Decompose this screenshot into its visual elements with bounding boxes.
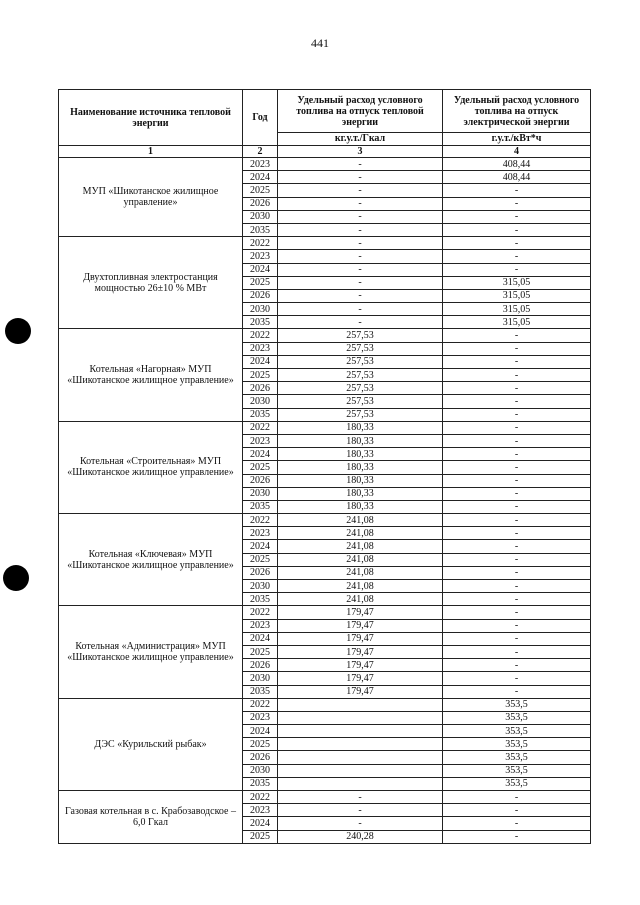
source-name-cell: МУП «Шикотанское жилищное управление» — [59, 158, 243, 237]
year-cell: 2023 — [243, 711, 278, 724]
year-cell: 2024 — [243, 540, 278, 553]
elec-rate-cell: - — [443, 184, 591, 197]
elec-rate-cell: - — [443, 659, 591, 672]
elec-rate-cell: - — [443, 804, 591, 817]
heat-rate-cell: - — [278, 791, 443, 804]
heat-rate-cell: - — [278, 276, 443, 289]
header-source: Наименование источника тепловой энергии — [59, 90, 243, 146]
heat-rate-cell: 257,53 — [278, 382, 443, 395]
header-elec — [443, 90, 591, 146]
year-cell: 2030 — [243, 580, 278, 593]
heat-rate-cell: 257,53 — [278, 369, 443, 382]
heat-rate-cell — [278, 725, 443, 738]
heat-rate-cell: 180,33 — [278, 474, 443, 487]
heat-rate-cell: - — [278, 804, 443, 817]
elec-rate-cell: - — [443, 369, 591, 382]
table-row — [59, 698, 591, 711]
elec-rate-cell: - — [443, 514, 591, 527]
heat-rate-cell: - — [278, 237, 443, 250]
heat-rate-cell: 241,08 — [278, 553, 443, 566]
page-number: 441 — [311, 36, 329, 50]
elec-rate-cell: 353,5 — [443, 777, 591, 790]
column-number-2: 2 — [243, 146, 278, 158]
source-name-cell: Газовая котельная в с. Крабозаводское – 6,0 Гкал — [59, 791, 243, 844]
header-elec-unit: г.у.т./кВт*ч — [443, 132, 590, 145]
year-cell: 2024 — [243, 171, 278, 184]
heat-rate-cell — [278, 764, 443, 777]
year-cell: 2035 — [243, 685, 278, 698]
heat-rate-cell: 257,53 — [278, 342, 443, 355]
header-year: Год — [243, 90, 278, 146]
punch-hole-upper — [5, 318, 31, 344]
year-cell: 2023 — [243, 342, 278, 355]
elec-rate-cell: 353,5 — [443, 738, 591, 751]
heat-rate-cell: 241,08 — [278, 514, 443, 527]
year-cell: 2030 — [243, 395, 278, 408]
heat-rate-cell — [278, 698, 443, 711]
elec-rate-cell: - — [443, 263, 591, 276]
heat-rate-cell: - — [278, 223, 443, 236]
elec-rate-cell: 353,5 — [443, 751, 591, 764]
year-cell: 2030 — [243, 303, 278, 316]
heat-rate-cell: 179,47 — [278, 685, 443, 698]
heat-rate-cell: - — [278, 197, 443, 210]
elec-rate-cell: - — [443, 461, 591, 474]
elec-rate-cell: 353,5 — [443, 711, 591, 724]
year-cell: 2022 — [243, 514, 278, 527]
year-cell: 2022 — [243, 421, 278, 434]
elec-rate-cell: 353,5 — [443, 698, 591, 711]
elec-rate-cell: - — [443, 632, 591, 645]
elec-rate-cell: - — [443, 421, 591, 434]
source-name-cell: Котельная «Администрация» МУП «Шикотанское жилищное управление» — [59, 606, 243, 698]
year-cell: 2023 — [243, 158, 278, 171]
year-cell: 2035 — [243, 593, 278, 606]
elec-rate-cell: - — [443, 527, 591, 540]
source-name-cell: Двухтопливная электростанция мощностью 26±10 % МВт — [59, 237, 243, 329]
heat-rate-cell: 257,53 — [278, 408, 443, 421]
header-heat-title: Удельный расход условного топлива на отпуск тепловой энергии — [296, 94, 424, 128]
elec-rate-cell: 353,5 — [443, 725, 591, 738]
year-cell: 2025 — [243, 553, 278, 566]
year-cell: 2035 — [243, 500, 278, 513]
year-cell: 2035 — [243, 223, 278, 236]
heat-rate-cell: 241,08 — [278, 527, 443, 540]
year-cell: 2025 — [243, 645, 278, 658]
year-cell: 2026 — [243, 659, 278, 672]
year-cell: 2024 — [243, 817, 278, 830]
heat-rate-cell: 180,33 — [278, 500, 443, 513]
heat-rate-cell: 180,33 — [278, 461, 443, 474]
elec-rate-cell: - — [443, 434, 591, 447]
table-row — [59, 237, 591, 250]
elec-rate-cell: - — [443, 237, 591, 250]
header-heat-unit: кг.у.т./Гкал — [278, 132, 442, 145]
year-cell: 2030 — [243, 672, 278, 685]
year-cell: 2024 — [243, 632, 278, 645]
year-cell: 2035 — [243, 777, 278, 790]
year-cell: 2024 — [243, 355, 278, 368]
elec-rate-cell: - — [443, 474, 591, 487]
table-row — [59, 606, 591, 619]
elec-rate-cell: - — [443, 197, 591, 210]
elec-rate-cell: - — [443, 487, 591, 500]
heat-rate-cell: - — [278, 316, 443, 329]
elec-rate-cell: - — [443, 830, 591, 843]
elec-rate-cell: - — [443, 210, 591, 223]
heat-rate-cell: - — [278, 184, 443, 197]
heat-rate-cell: 180,33 — [278, 434, 443, 447]
heat-rate-cell: - — [278, 817, 443, 830]
year-cell: 2025 — [243, 369, 278, 382]
heat-rate-cell — [278, 777, 443, 790]
source-name-cell: Котельная «Нагорная» МУП «Шикотанское жилищное управление» — [59, 329, 243, 421]
elec-rate-cell: - — [443, 329, 591, 342]
year-cell: 2024 — [243, 725, 278, 738]
elec-rate-cell: - — [443, 817, 591, 830]
year-cell: 2023 — [243, 619, 278, 632]
heat-rate-cell: 241,08 — [278, 593, 443, 606]
year-cell: 2025 — [243, 830, 278, 843]
heat-rate-cell: 257,53 — [278, 395, 443, 408]
heat-rate-cell: - — [278, 210, 443, 223]
year-cell: 2023 — [243, 527, 278, 540]
year-cell: 2024 — [243, 263, 278, 276]
elec-rate-cell: - — [443, 791, 591, 804]
year-cell: 2025 — [243, 461, 278, 474]
year-cell: 2022 — [243, 237, 278, 250]
table-row — [59, 791, 591, 804]
elec-rate-cell: - — [443, 593, 591, 606]
heat-rate-cell: - — [278, 250, 443, 263]
header-elec-title: Удельный расход условного топлива на отпуск электрической энергии — [453, 94, 580, 128]
elec-rate-cell: 315,05 — [443, 276, 591, 289]
heat-rate-cell: 240,28 — [278, 830, 443, 843]
year-cell: 2025 — [243, 738, 278, 751]
year-cell: 2023 — [243, 434, 278, 447]
heat-rate-cell: 179,47 — [278, 645, 443, 658]
elec-rate-cell: - — [443, 685, 591, 698]
year-cell: 2024 — [243, 448, 278, 461]
year-cell: 2023 — [243, 804, 278, 817]
year-cell: 2026 — [243, 289, 278, 302]
heat-rate-cell: 257,53 — [278, 355, 443, 368]
table-row — [59, 514, 591, 527]
elec-rate-cell: - — [443, 250, 591, 263]
column-number-1: 1 — [59, 146, 243, 158]
year-cell: 2030 — [243, 210, 278, 223]
year-cell: 2026 — [243, 382, 278, 395]
year-cell: 2025 — [243, 184, 278, 197]
elec-rate-cell: - — [443, 553, 591, 566]
heat-rate-cell — [278, 711, 443, 724]
heat-rate-cell: 179,47 — [278, 672, 443, 685]
table-row — [59, 329, 591, 342]
elec-rate-cell: 408,44 — [443, 171, 591, 184]
heat-rate-cell: - — [278, 289, 443, 302]
elec-rate-cell: - — [443, 223, 591, 236]
elec-rate-cell: 315,05 — [443, 289, 591, 302]
elec-rate-cell: - — [443, 619, 591, 632]
table-row — [59, 421, 591, 434]
table-row — [59, 158, 591, 171]
year-cell: 2022 — [243, 606, 278, 619]
heat-rate-cell: 180,33 — [278, 421, 443, 434]
elec-rate-cell: 353,5 — [443, 764, 591, 777]
elec-rate-cell: - — [443, 540, 591, 553]
source-name-cell: ДЭС «Курильский рыбак» — [59, 698, 243, 790]
heat-rate-cell: - — [278, 158, 443, 171]
heat-rate-cell: 180,33 — [278, 448, 443, 461]
column-number-3: 3 — [278, 146, 443, 158]
heat-rate-cell: 257,53 — [278, 329, 443, 342]
heat-rate-cell: - — [278, 303, 443, 316]
elec-rate-cell: - — [443, 566, 591, 579]
elec-rate-cell: 408,44 — [443, 158, 591, 171]
elec-rate-cell: - — [443, 342, 591, 355]
year-cell: 2035 — [243, 316, 278, 329]
elec-rate-cell: - — [443, 408, 591, 421]
heat-rate-cell: 241,08 — [278, 566, 443, 579]
elec-rate-cell: - — [443, 500, 591, 513]
year-cell: 2030 — [243, 764, 278, 777]
year-cell: 2025 — [243, 276, 278, 289]
elec-rate-cell: - — [443, 448, 591, 461]
punch-hole-lower — [3, 565, 29, 591]
column-number-4: 4 — [443, 146, 591, 158]
elec-rate-cell: 315,05 — [443, 303, 591, 316]
elec-rate-cell: - — [443, 672, 591, 685]
heat-rate-cell: 180,33 — [278, 487, 443, 500]
elec-rate-cell: - — [443, 580, 591, 593]
elec-rate-cell: 315,05 — [443, 316, 591, 329]
heat-rate-cell: 179,47 — [278, 659, 443, 672]
elec-rate-cell: - — [443, 395, 591, 408]
elec-rate-cell: - — [443, 606, 591, 619]
source-name-cell: Котельная «Строительная» МУП «Шикотанское жилищное управление» — [59, 421, 243, 513]
elec-rate-cell: - — [443, 382, 591, 395]
year-cell: 2023 — [243, 250, 278, 263]
year-cell: 2030 — [243, 487, 278, 500]
heat-rate-cell: 179,47 — [278, 606, 443, 619]
table-body — [59, 158, 591, 844]
heat-rate-cell: - — [278, 263, 443, 276]
year-cell: 2026 — [243, 566, 278, 579]
heat-rate-cell: 241,08 — [278, 580, 443, 593]
heat-rate-cell: - — [278, 171, 443, 184]
year-cell: 2022 — [243, 791, 278, 804]
year-cell: 2022 — [243, 698, 278, 711]
year-cell: 2026 — [243, 197, 278, 210]
source-name-cell: Котельная «Ключевая» МУП «Шикотанское жилищное управление» — [59, 514, 243, 606]
header-heat — [278, 90, 443, 146]
heat-rate-cell — [278, 751, 443, 764]
year-cell: 2035 — [243, 408, 278, 421]
fuel-consumption-table — [58, 89, 591, 844]
heat-rate-cell: 179,47 — [278, 632, 443, 645]
heat-rate-cell: 179,47 — [278, 619, 443, 632]
heat-rate-cell: 241,08 — [278, 540, 443, 553]
heat-rate-cell — [278, 738, 443, 751]
elec-rate-cell: - — [443, 355, 591, 368]
year-cell: 2026 — [243, 474, 278, 487]
elec-rate-cell: - — [443, 645, 591, 658]
year-cell: 2022 — [243, 329, 278, 342]
year-cell: 2026 — [243, 751, 278, 764]
